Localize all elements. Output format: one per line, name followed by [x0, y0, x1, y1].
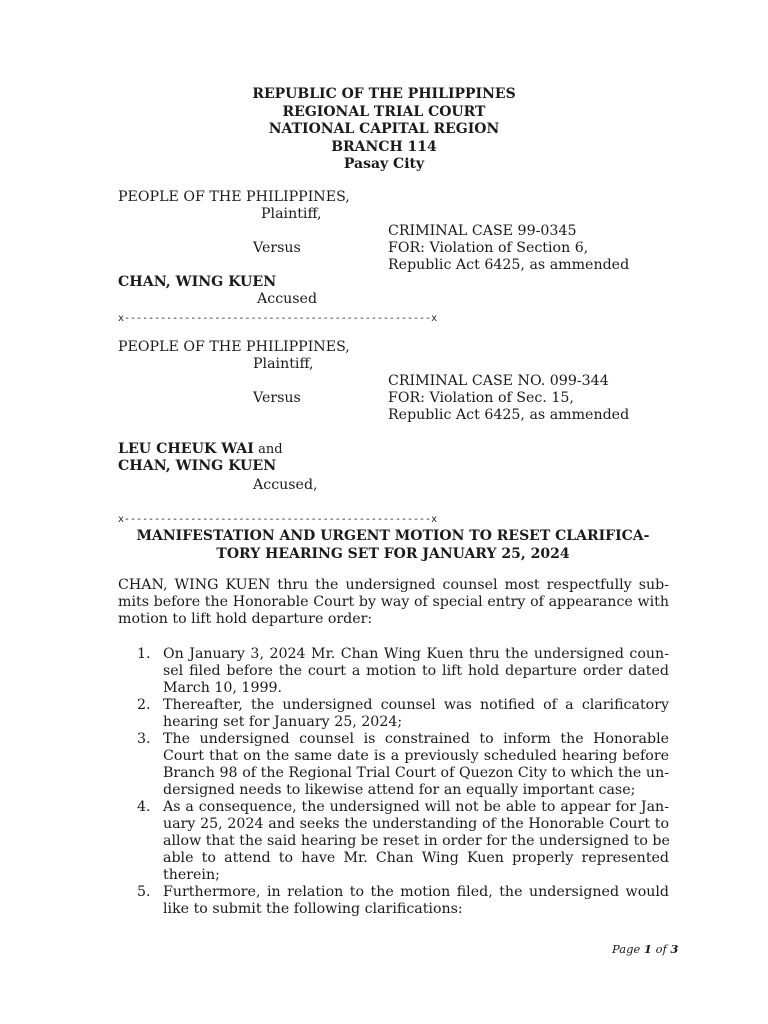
list-item-line: Thereafter, the undersigned counsel was notified of a clarificatory: [163, 697, 669, 713]
list-item-line: allow that the said hearing be reset in order for the undersigned to be: [163, 833, 670, 849]
list-item-number: 5.: [137, 884, 151, 900]
intro-paragraph: [118, 577, 669, 628]
page-current: 1: [643, 942, 652, 956]
case1-for-line2: Republic Act 6425, as ammended: [388, 257, 630, 273]
intro-line: CHAN, WING KUEN thru the undersigned counsel most respectfully sub-: [118, 577, 669, 593]
list-item-line: March 10, 1999.: [163, 680, 283, 696]
page-number-footer: [612, 942, 678, 956]
header-region: NATIONAL CAPITAL REGION: [268, 121, 500, 137]
case2-accused-1: [118, 441, 283, 458]
header-branch: BRANCH 114: [331, 138, 437, 155]
case2-accused-2: CHAN, WING KUEN: [118, 458, 277, 474]
case1-plaintiff-role: Plaintiff,: [261, 206, 322, 222]
list-item-line: dersigned needs to likewise attend for an equally important case;: [163, 782, 636, 798]
list-item-line: Furthermore, in relation to the motion filed, the undersigned would: [163, 884, 669, 900]
case1-plaintiff: PEOPLE OF THE PHILIPPINES,: [118, 189, 350, 205]
case2-plaintiff-role: Plaintiff,: [253, 356, 314, 372]
motion-title-line-2: TORY HEARING SET FOR JANUARY 25, 2024: [216, 545, 570, 562]
case1-versus: Versus: [253, 240, 301, 256]
case2-for-line2: Republic Act 6425, as ammended: [388, 407, 630, 423]
page-total: 3: [670, 942, 679, 956]
header-court: REGIONAL TRIAL COURT: [282, 103, 486, 120]
list-item: [118, 697, 669, 731]
list-item-number: 4.: [137, 799, 151, 815]
case1-case-number: CRIMINAL CASE 99-0345: [388, 223, 577, 239]
list-item: [118, 884, 669, 918]
list-item-line: therein;: [163, 867, 220, 883]
list-item: [118, 799, 669, 884]
list-item-line: able to attend to have Mr. Chan Wing Kuen properly represented: [163, 850, 669, 866]
header-city: Pasay City: [343, 156, 425, 172]
list-item-line: Branch 98 of the Regional Trial Court of Quezon City to which the un-: [163, 765, 669, 781]
case2-versus: Versus: [253, 390, 301, 406]
list-item-line: On January 3, 2024 Mr. Chan Wing Kuen thru the undersigned coun-: [163, 646, 669, 662]
case2-case-number: CRIMINAL CASE NO. 099-344: [388, 373, 609, 389]
list-item-number: 1.: [137, 646, 151, 662]
case2-accused-1-name: LEU CHEUK WAI: [118, 441, 254, 457]
list-item-line: The undersigned counsel is constrained to inform the Honorable: [163, 731, 669, 747]
list-item-number: 2.: [137, 697, 151, 713]
page-word: Page: [612, 942, 641, 956]
list-item-number: 3.: [137, 731, 151, 747]
list-item-line: sel filed before the court a motion to lift hold departure order dated: [163, 663, 669, 679]
case1-accused: CHAN, WING KUEN: [118, 274, 277, 290]
case2-for-line1: FOR: Violation of Sec. 15,: [388, 390, 574, 406]
list-item-line: Court that on the same date is a previously scheduled hearing before: [163, 748, 669, 764]
list-item: [118, 731, 669, 799]
list-item-line: As a consequence, the undersigned will not be able to appear for Jan-: [163, 799, 669, 815]
intro-line: motion to lift hold departure order:: [118, 611, 373, 627]
of-word: of: [655, 942, 667, 956]
separator-line-2: x---------------------------------------------------x: [118, 514, 438, 525]
case2-accused-role: Accused,: [253, 477, 318, 493]
list-item-line: uary 25, 2024 and seeks the understanding of the Honorable Court to: [163, 816, 669, 832]
header-republic: REPUBLIC OF THE PHILIPPINES: [252, 86, 516, 102]
numbered-list: [118, 646, 669, 918]
motion-title: [118, 528, 668, 563]
court-header: [0, 86, 768, 174]
case1-for-line1: FOR: Violation of Section 6,: [388, 240, 589, 256]
case2-accused-1-and: and: [253, 442, 283, 457]
list-item-line: like to submit the following clarifications:: [163, 901, 463, 917]
case1-accused-role: Accused: [257, 291, 318, 307]
motion-title-line-1: MANIFESTATION AND URGENT MOTION TO RESET CLARIFICA-: [136, 528, 650, 544]
case2-plaintiff: PEOPLE OF THE PHILIPPINES,: [118, 339, 350, 355]
intro-line: mits before the Honorable Court by way of special entry of appearance with: [118, 594, 669, 610]
separator-line-1: x---------------------------------------------------x: [118, 313, 438, 324]
list-item: [118, 646, 669, 697]
list-item-line: hearing set for January 25, 2024;: [163, 714, 403, 730]
